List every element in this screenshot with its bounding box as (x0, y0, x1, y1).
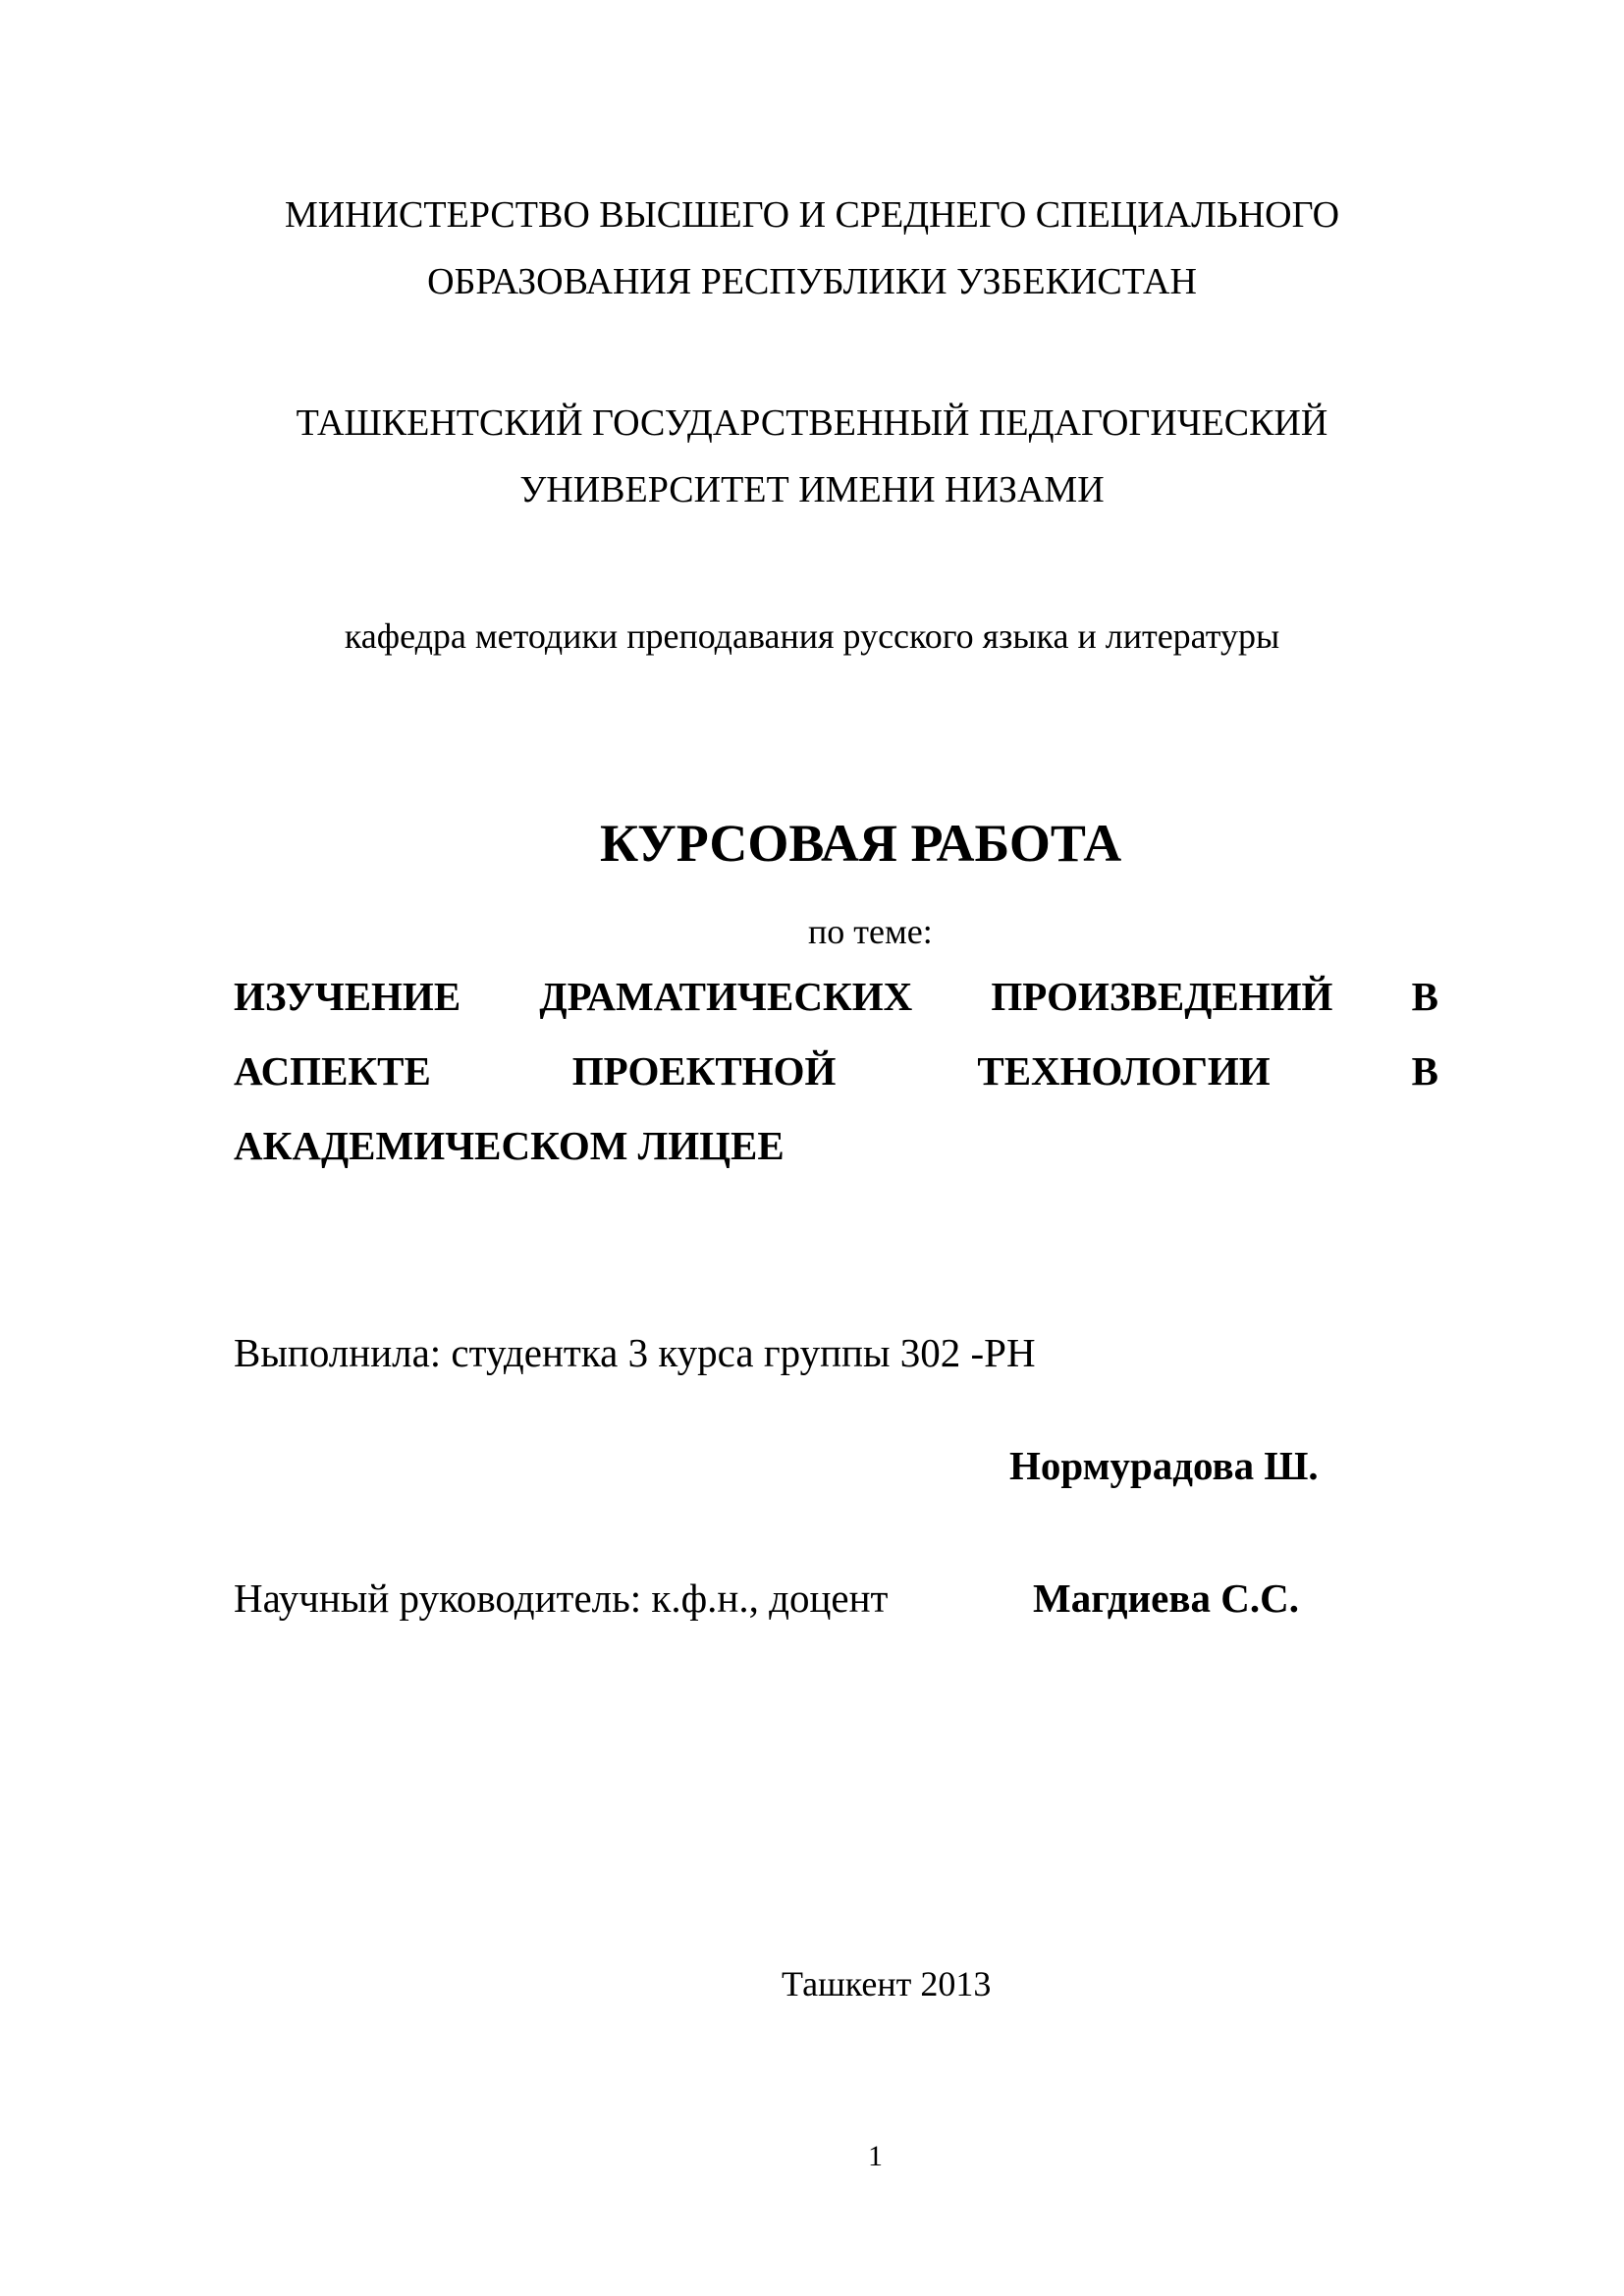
topic-word: ДРАМАТИЧЕСКИХ (539, 974, 913, 1019)
topic-word: ПРОЕКТНОЙ (571, 1048, 837, 1094)
topic-word: АСПЕКТЕ (234, 1048, 431, 1094)
topic-line-2 (234, 1048, 1438, 1094)
topic-word: ИЗУЧЕНИЕ (234, 974, 461, 1019)
topic-line-3 (234, 1123, 1438, 1168)
ministry-line-2: ОБРАЗОВАНИЯ РЕСПУБЛИКИ УЗБЕКИСТАН (427, 261, 1197, 302)
ministry-line-1: МИНИСТЕРСТВО ВЫСШЕГО И СРЕДНЕГО СПЕЦИАЛЬНОГО (284, 194, 1340, 236)
supervisor-name: Магдиева С.С. (1033, 1575, 1299, 1621)
topic-word: ПРОИЗВЕДЕНИЙ (991, 974, 1333, 1019)
topic-word: В (1411, 1048, 1438, 1094)
topic-line-1 (234, 974, 1438, 1019)
topic-word: В (1411, 974, 1438, 1019)
author-label: Выполнила: студентка 3 курса группы 302 -РН (234, 1330, 1036, 1375)
topic-label: по теме: (808, 912, 933, 951)
university-line-1: ТАШКЕНТСКИЙ ГОСУДАРСТВЕННЫЙ ПЕДАГОГИЧЕСКИЙ (296, 402, 1328, 444)
university-line-2: УНИВЕРСИТЕТ ИМЕНИ НИЗАМИ (519, 469, 1105, 510)
topic-word: АКАДЕМИЧЕСКОМ ЛИЦЕЕ (234, 1123, 785, 1168)
work-type-title: КУРСОВАЯ РАБОТА (600, 814, 1122, 873)
city-year: Ташкент 2013 (782, 1964, 992, 2003)
page-number: 1 (868, 2140, 883, 2172)
supervisor-label: Научный руководитель: к.ф.н., доцент (234, 1575, 889, 1621)
department-name: кафедра методики преподавания русского языка и литературы (344, 616, 1280, 656)
topic-word: ТЕХНОЛОГИИ (977, 1048, 1271, 1094)
author-name: Нормурадова Ш. (1009, 1443, 1319, 1488)
